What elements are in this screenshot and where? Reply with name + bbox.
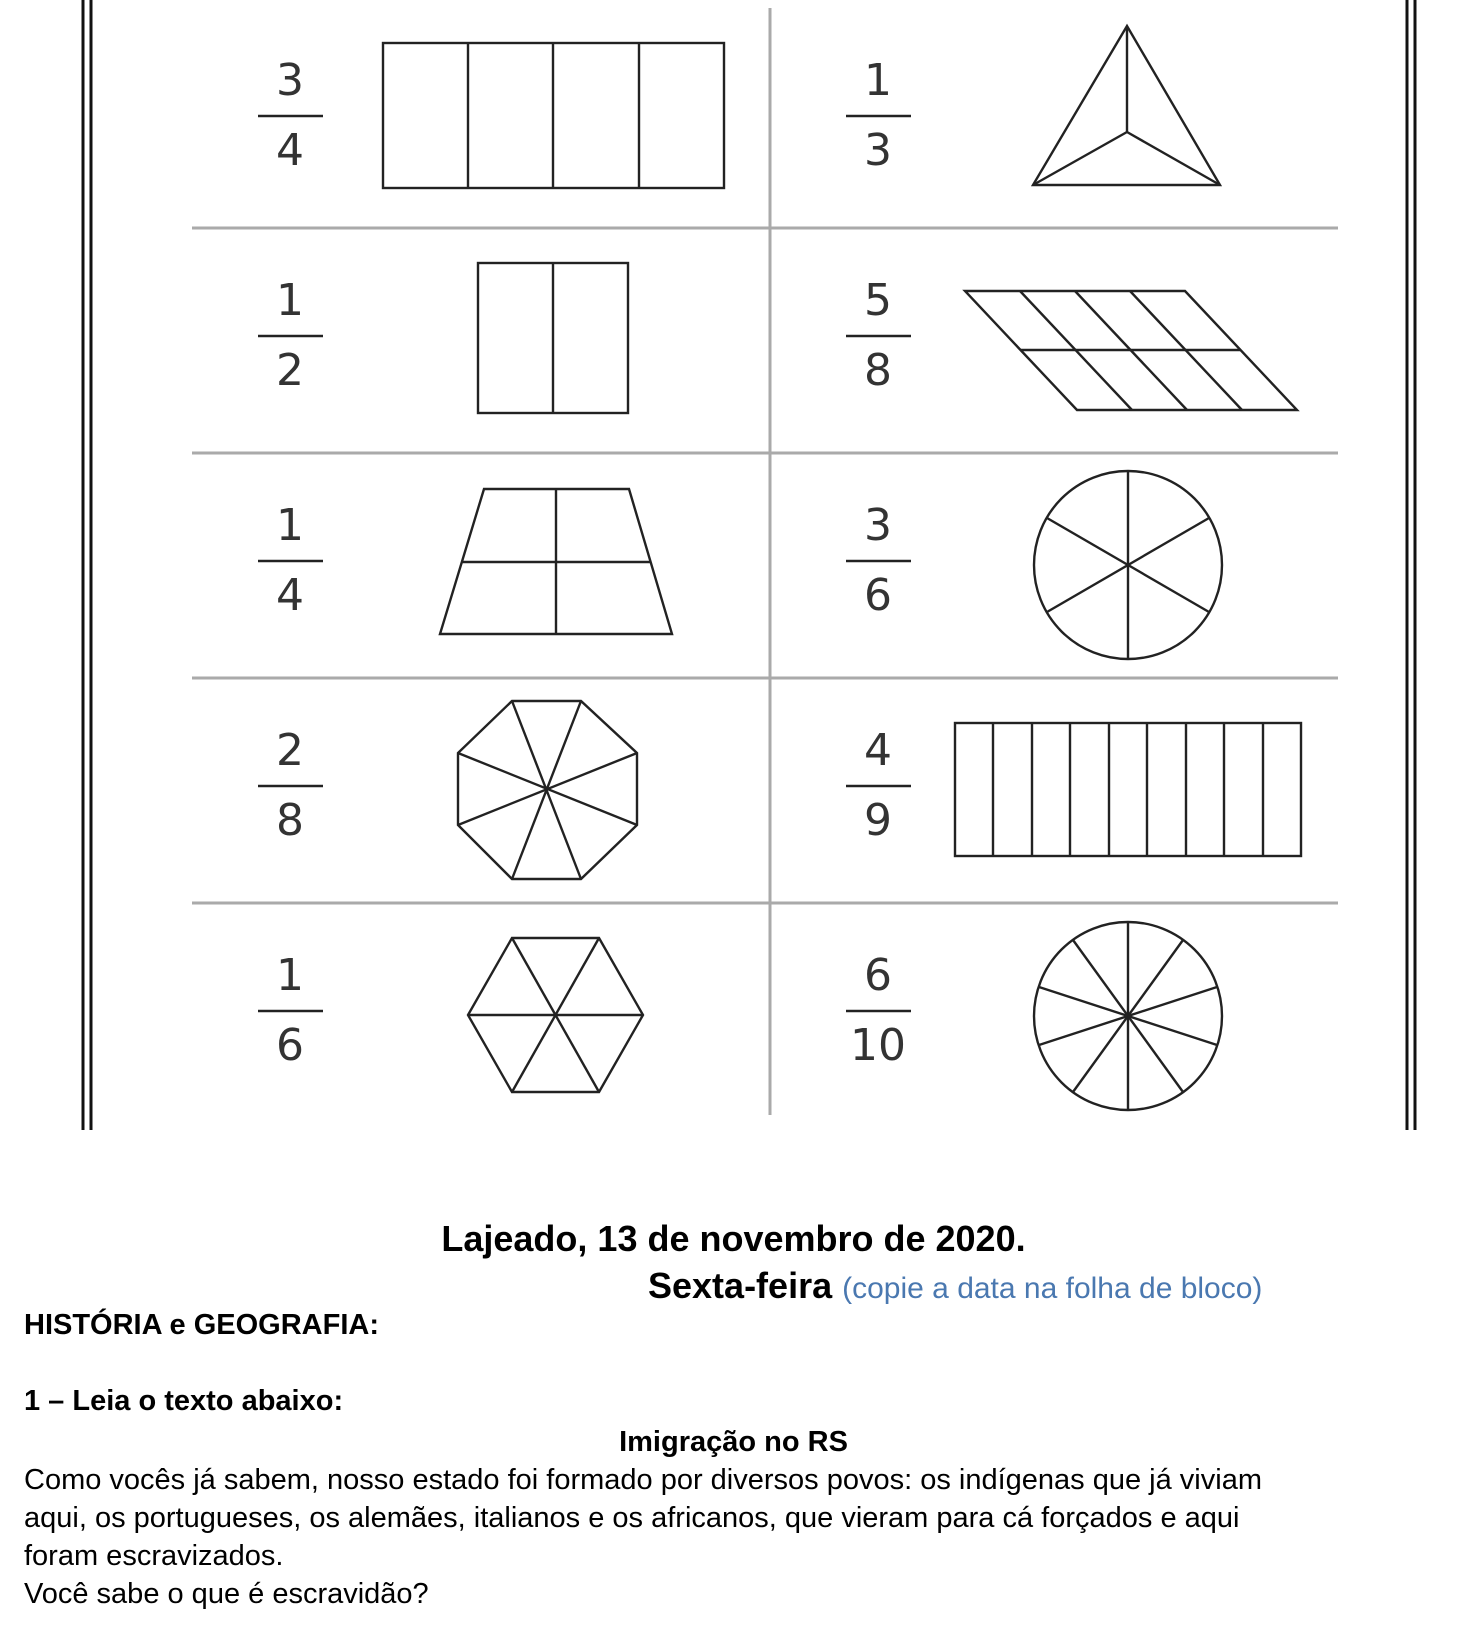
paragraph-line: aqui, os portugueses, os alemães, italianos e os africanos, que vieram para cá forçados e aqui xyxy=(24,1502,1240,1534)
triangle-3-parts-icon xyxy=(1033,26,1220,185)
trapezoid-4-parts-icon xyxy=(440,489,672,634)
fraction-1-4 xyxy=(258,500,323,621)
fraction-5-8 xyxy=(846,275,911,396)
subject-heading: HISTÓRIA e GEOGRAFIA: xyxy=(24,1309,379,1341)
fraction-1-2 xyxy=(258,275,323,396)
date-instruction: (copie a data na folha de bloco) xyxy=(842,1272,1263,1305)
weekday-line xyxy=(648,1265,1262,1307)
paragraph-line: foram escravizados. xyxy=(24,1540,284,1572)
weekday-label: Sexta-feira xyxy=(648,1265,833,1306)
numerator: 1 xyxy=(276,500,304,551)
circle-10-parts-icon xyxy=(1034,922,1222,1110)
rectangle-2-parts-icon xyxy=(478,263,628,413)
numerator: 5 xyxy=(864,275,892,326)
denominator: 6 xyxy=(864,570,892,621)
denominator: 8 xyxy=(276,795,304,846)
article-title: Imigração no RS xyxy=(619,1426,848,1458)
denominator: 2 xyxy=(276,345,304,396)
fraction-6-10 xyxy=(846,950,911,1071)
denominator: 3 xyxy=(864,125,892,176)
rectangle-9-parts-icon xyxy=(955,723,1301,856)
denominator: 4 xyxy=(276,125,304,176)
fraction-2-8 xyxy=(258,725,323,846)
rectangle-4-parts-icon xyxy=(383,43,724,188)
numerator: 6 xyxy=(864,950,892,1001)
parallelogram-8-parts-icon xyxy=(965,291,1297,410)
denominator: 10 xyxy=(850,1020,906,1071)
fraction-4-9 xyxy=(846,725,911,846)
hexagon-6-parts-icon xyxy=(468,938,643,1092)
date-heading: Lajeado, 13 de novembro de 2020. xyxy=(441,1218,1026,1259)
numerator: 1 xyxy=(276,950,304,1001)
denominator: 6 xyxy=(276,1020,304,1071)
denominator: 9 xyxy=(864,795,892,846)
octagon-8-parts-icon xyxy=(458,701,637,879)
numerator: 1 xyxy=(276,275,304,326)
paragraph-line: Você sabe o que é escravidão? xyxy=(24,1578,429,1610)
numerator: 1 xyxy=(864,55,892,106)
fraction-3-4 xyxy=(258,55,323,176)
numerator: 3 xyxy=(276,55,304,106)
fraction-1-3 xyxy=(846,55,911,176)
paragraph-line: Como vocês já sabem, nosso estado foi formado por diversos povos: os indígenas que já viviam xyxy=(24,1464,1262,1496)
fraction-3-6 xyxy=(846,500,911,621)
denominator: 8 xyxy=(864,345,892,396)
circle-6-parts-icon xyxy=(1034,471,1222,659)
fraction-1-6 xyxy=(258,950,323,1071)
numerator: 3 xyxy=(864,500,892,551)
denominator: 4 xyxy=(276,570,304,621)
question-heading: 1 – Leia o texto abaixo: xyxy=(24,1385,344,1417)
numerator: 2 xyxy=(276,725,304,776)
numerator: 4 xyxy=(864,725,892,776)
